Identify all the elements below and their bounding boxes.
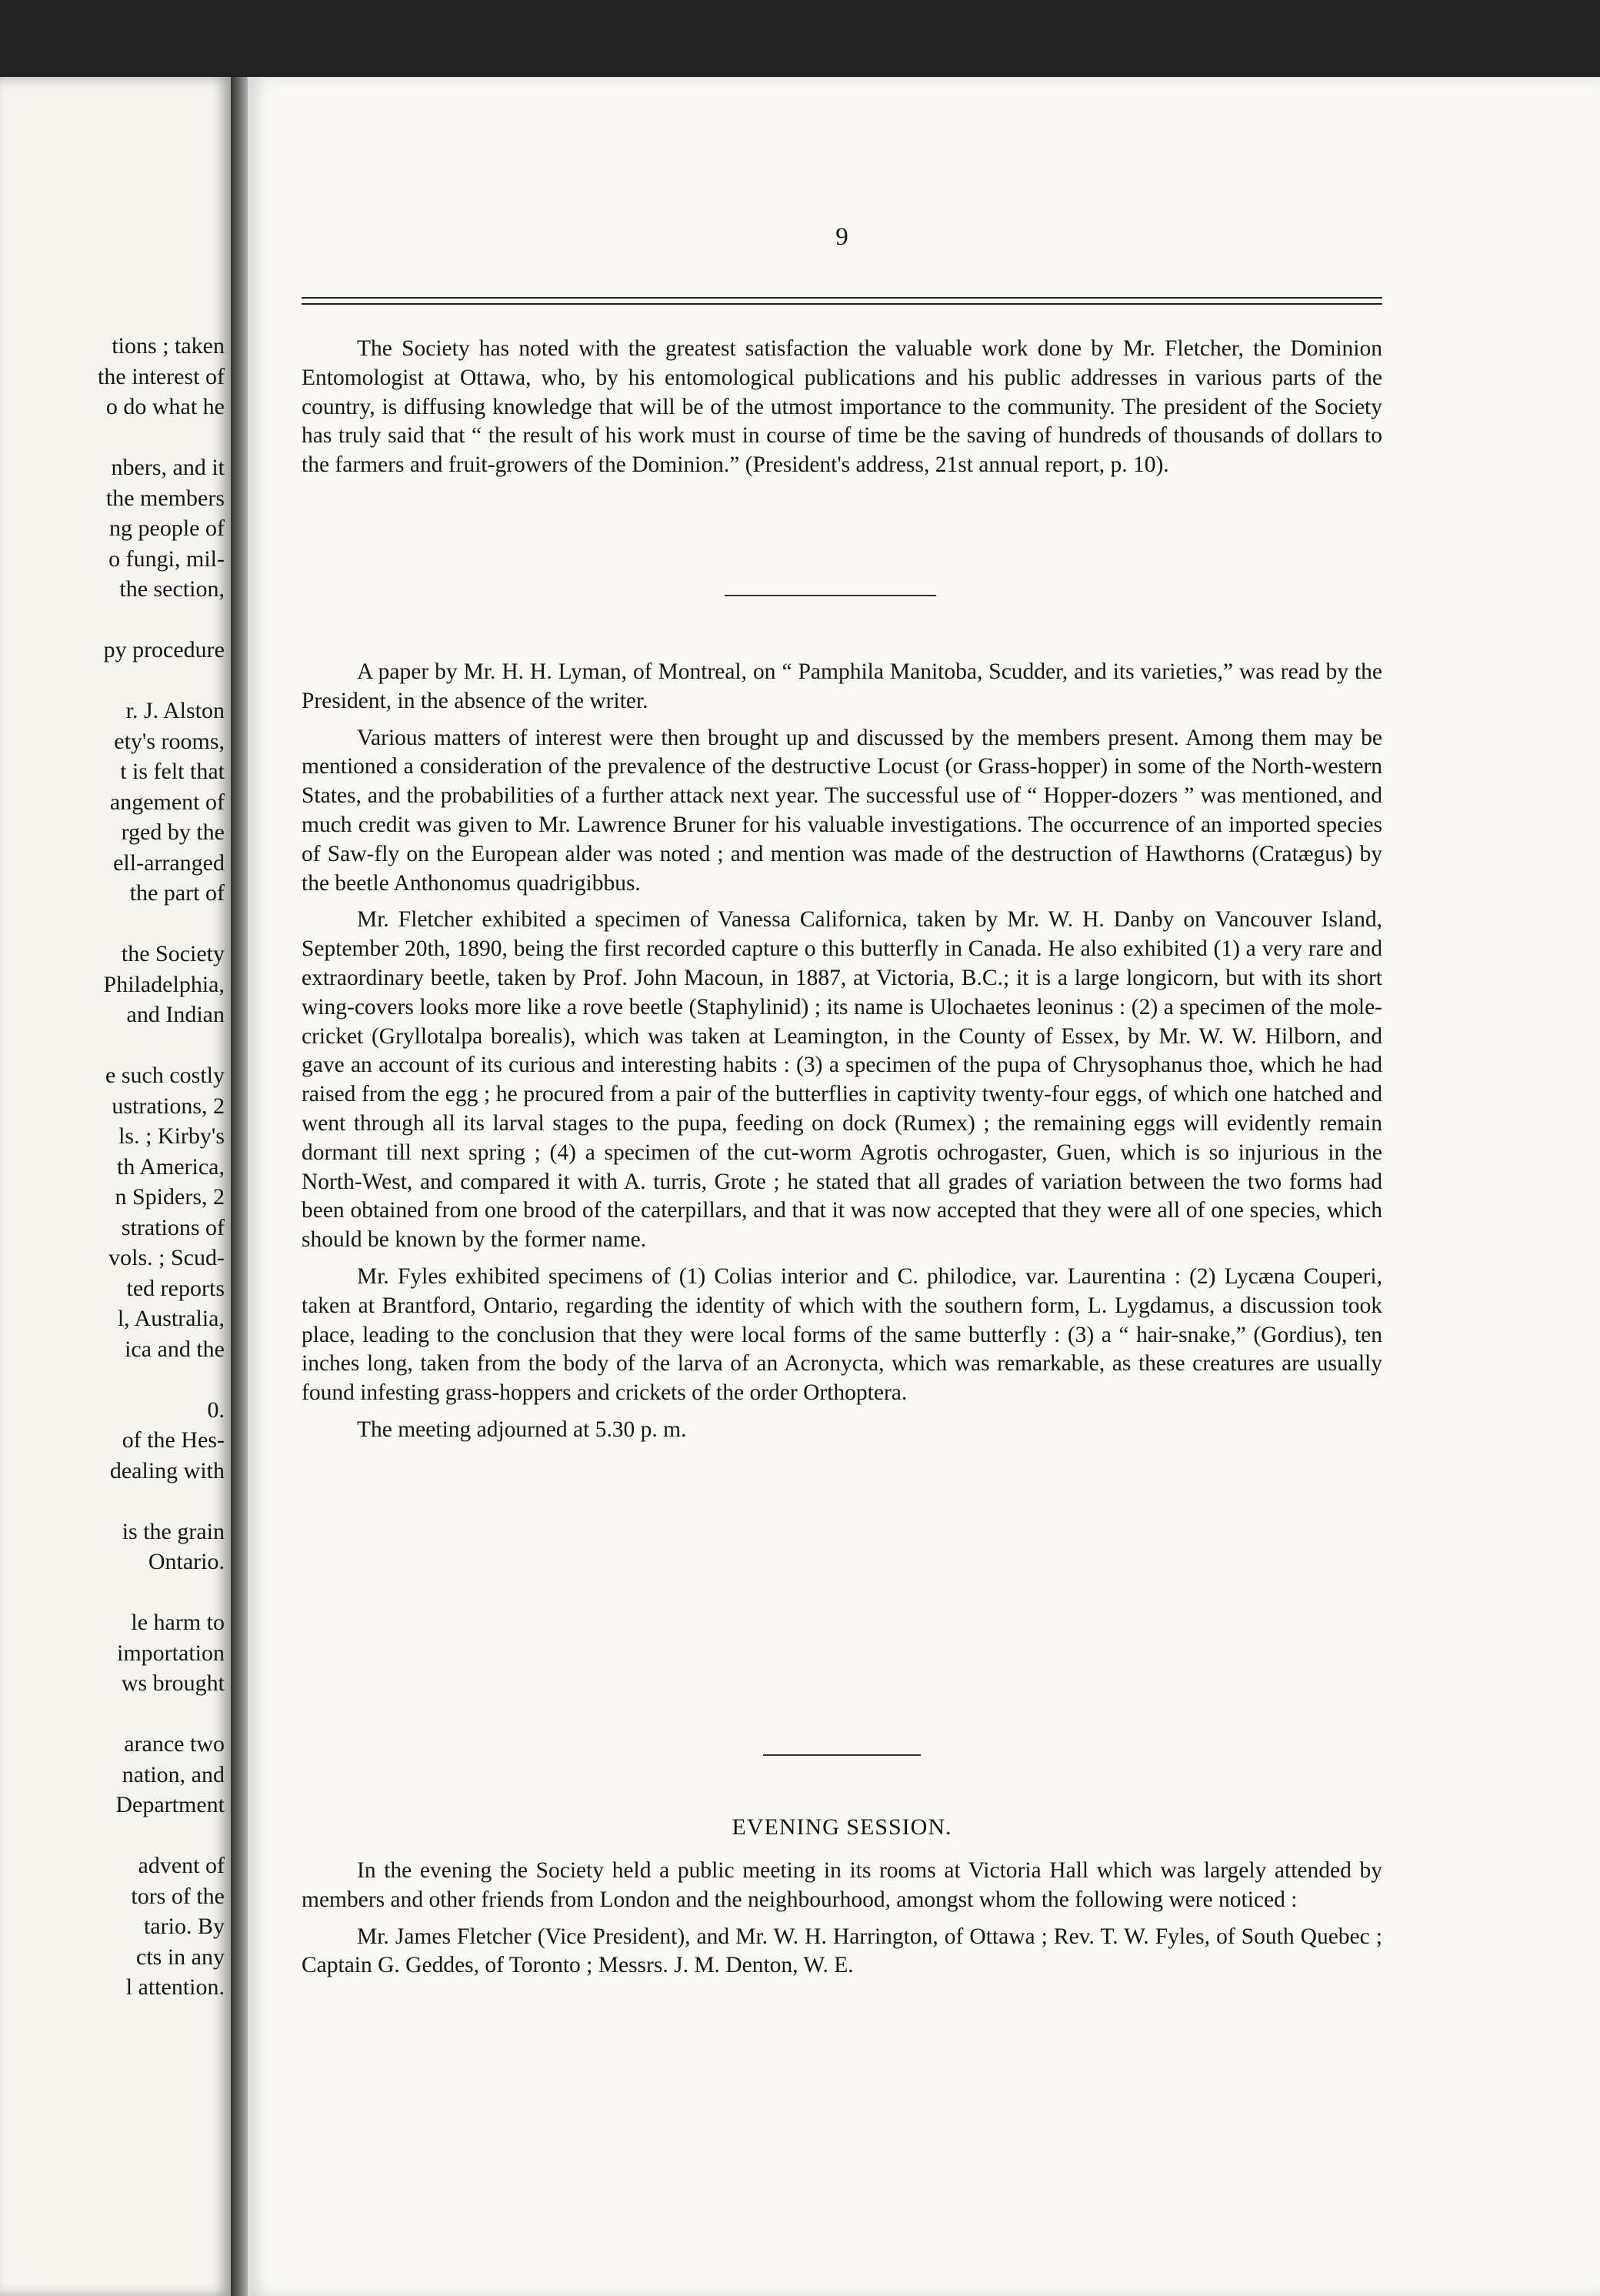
- left-page-line: o do what he: [105, 394, 225, 419]
- left-page-line: ted reports: [126, 1275, 225, 1301]
- paragraph-block-3: [302, 1857, 1382, 1988]
- paragraph: Mr. Fletcher exhibited a specimen of Vanessa Californica, taken by Mr. W. H. Danby on Vancouver Island, September 20th, 1890, being the first recorded capture o this butterfly in Canada. He also exhibited (1) a very rare and extraordinary beetle, taken by Prof. John Macoun, in 1887, at Victoria, B.C.; it is a large longicorn, but with its short wing-covers looks more like a rove beetle (Staphylinid) ; its name is Ulochaetes leoninus : (2) a specimen of the mole-cricket (Gryllotalpa borealis), which was taken at Leamington, in the County of Essex, by Mr. W. W. Hilborn, and gave an account of its curious and interesting habits : (3) a specimen of the pupa of Chrysophanus thoe, which he had raised from the egg ; he procured from a pair of the butterflies in captivity twenty-four eggs, of which one hatched and went through all its larval stages to the pupa, feeding on dock (Rumex) ; the remaining eggs will evidently remain dormant till next spring ; (4) a specimen of the cut-worm Agrotis ochrogaster, Guen, which is so injurious in the North-West, and compared it with A. turris, Grote ; he stated that all grades of variation between the two forms had been obtained from one brood of the caterpillars, and that it was now accepted that they were all of one species, which should be known by the former name.: [302, 907, 1382, 1253]
- left-page-line: vols. ; Scud-: [108, 1245, 225, 1270]
- left-page-line: rged by the: [121, 819, 225, 845]
- book-gutter: [231, 77, 248, 2296]
- left-page-line: the Society: [121, 941, 225, 966]
- left-page-line: l, Australia,: [117, 1306, 225, 1331]
- left-page-line: [0, 1577, 225, 1608]
- left-page-line: [0, 666, 225, 696]
- left-page-line: ica and the: [125, 1336, 225, 1362]
- paragraph: In the evening the Society held a public meeting in its rooms at Victoria Hall which was largely attended by members and other friends from London and the neighbourhood, amongst whom the following were noticed :: [302, 1858, 1382, 1912]
- left-page-line: tors of the: [131, 1883, 225, 1909]
- paragraph: Mr. James Fletcher (Vice President), and Mr. W. H. Harrington, of Ottawa ; Rev. T. W. Fyles, of South Quebec ; Captain G. Geddes, of Toronto ; Messrs. J. M. Denton, W. E.: [302, 1924, 1382, 1978]
- header-double-rule: [302, 297, 1382, 305]
- paragraph-block-1: [302, 335, 1382, 488]
- left-page-line: importation: [117, 1640, 225, 1666]
- left-page-line: the section,: [119, 576, 225, 602]
- left-page-line: [0, 605, 225, 636]
- left-page-line: Department: [115, 1792, 225, 1817]
- left-page-line: tions ; taken: [112, 333, 225, 359]
- left-page-line: r. J. Alston: [125, 698, 225, 723]
- left-page-line: ety's rooms,: [114, 728, 225, 754]
- left-page-line: advent of: [138, 1853, 225, 1878]
- left-page-line: ls. ; Kirby's: [118, 1123, 225, 1149]
- right-page: [248, 77, 1600, 2296]
- left-page-line: e such costly: [105, 1063, 225, 1088]
- left-page-line: ng people of: [109, 516, 225, 541]
- paragraph: Various matters of interest were then brought up and discussed by the members present. Among them may be mentioned a consideration of the prevalence of the destructive Locust (or Grass-hopper) in some of the North-western States, and the probabilities of a further attack next year. The successful use of “ Hopper-dozers ” was mentioned, and much credit was given to Mr. Lawrence Bruner for his valuable investigations. The occurrence of an imported species of Saw-fly on the European alder was noted ; and mention was made of the destruction of Hawthorns (Cratægus) by the beetle Anthonomus quadrigibbus.: [302, 725, 1382, 896]
- left-page-line: [0, 909, 225, 939]
- left-page-line: angement of: [109, 789, 225, 815]
- left-page-line: [0, 1486, 225, 1517]
- left-page-line: of the Hes-: [122, 1427, 225, 1453]
- left-page-line: nbers, and it: [111, 455, 225, 480]
- left-page-line: [0, 1364, 225, 1395]
- paragraph: Mr. Fyles exhibited specimens of (1) Colias interior and C. philodice, var. Laurentina : (2) Lycæna Couperi, taken at Brantford, Ontario, regarding the identity of which with the southern form, L. Lygdamus, a discussion took place, leading to the conclusion that they were local forms of the same butterfly : (3) a “ hair-snake,” (Gordius), ten inches long, taken from the body of the larva of an Acronycta, which was remarkable, as these creatures are usually found infesting grass-hoppers and crickets of the order Orthoptera.: [302, 1263, 1382, 1406]
- paragraph-block-2: [302, 658, 1382, 1453]
- left-page-line: strations of: [121, 1214, 225, 1240]
- left-page-line: the part of: [129, 880, 225, 906]
- left-page-line: ell-arranged: [113, 849, 225, 876]
- left-page-line: the members: [105, 485, 225, 511]
- left-page-line: nation, and: [122, 1761, 225, 1787]
- left-page-line: [0, 1030, 225, 1061]
- paragraph: The meeting adjourned at 5.30 p. m.: [357, 1417, 687, 1442]
- left-page-line: is the grain: [122, 1518, 225, 1544]
- left-page-line: the interest of: [98, 363, 225, 389]
- left-page-line: l attention.: [125, 1974, 225, 2000]
- left-page-line: n Spiders, 2: [115, 1184, 225, 1210]
- left-page-line: py procedure: [103, 637, 225, 662]
- left-page-line: ustrations, 2: [112, 1093, 225, 1119]
- section-separator-1: [725, 595, 936, 596]
- left-page-line: dealing with: [109, 1457, 225, 1483]
- paragraph: A paper by Mr. H. H. Lyman, of Montreal, on “ Pamphila Manitoba, Scudder, and its varieties,” was read by the President, in the absence of the writer.: [302, 659, 1382, 713]
- left-page-line: ws brought: [121, 1670, 225, 1696]
- left-page-line: arance two: [124, 1731, 225, 1757]
- left-page-line: le harm to: [131, 1610, 225, 1635]
- paragraph: The Society has noted with the greatest satisfaction the valuable work done by Mr. Fletcher, the Dominion Entomologist at Ottawa, who, by his entomological publications and his public addresses in various parts of the country, is diffusing knowledge that will be of the utmost importance to the community. The president of the Society has truly said that “ the result of his work must in course of time be the saving of hundreds of thousands of dollars to the farmers and fruit-growers of the Dominion.” (President's address, 21st annual report, p. 10).: [302, 336, 1382, 478]
- left-page-line: 0.: [207, 1397, 225, 1423]
- left-page-line: [0, 1699, 225, 1730]
- left-page-line: o fungi, mil-: [108, 546, 225, 572]
- left-page-line: [0, 1820, 225, 1851]
- left-page-line: Philadelphia,: [103, 971, 225, 997]
- left-page-line: cts in any: [136, 1944, 225, 1970]
- left-page-line: and Indian: [126, 1002, 225, 1027]
- left-page-line: [0, 422, 225, 453]
- left-page-line: tario. By: [144, 1914, 225, 1939]
- left-page-line: t is felt that: [120, 759, 225, 784]
- section-heading: EVENING SESSION.: [732, 1814, 952, 1840]
- left-facing-page: [0, 77, 231, 2296]
- page-number: 9: [835, 223, 848, 251]
- left-page-line: th America,: [117, 1153, 225, 1180]
- left-page-text: [0, 331, 225, 2003]
- left-page-line: Ontario.: [148, 1549, 225, 1574]
- section-separator-2: [763, 1754, 921, 1756]
